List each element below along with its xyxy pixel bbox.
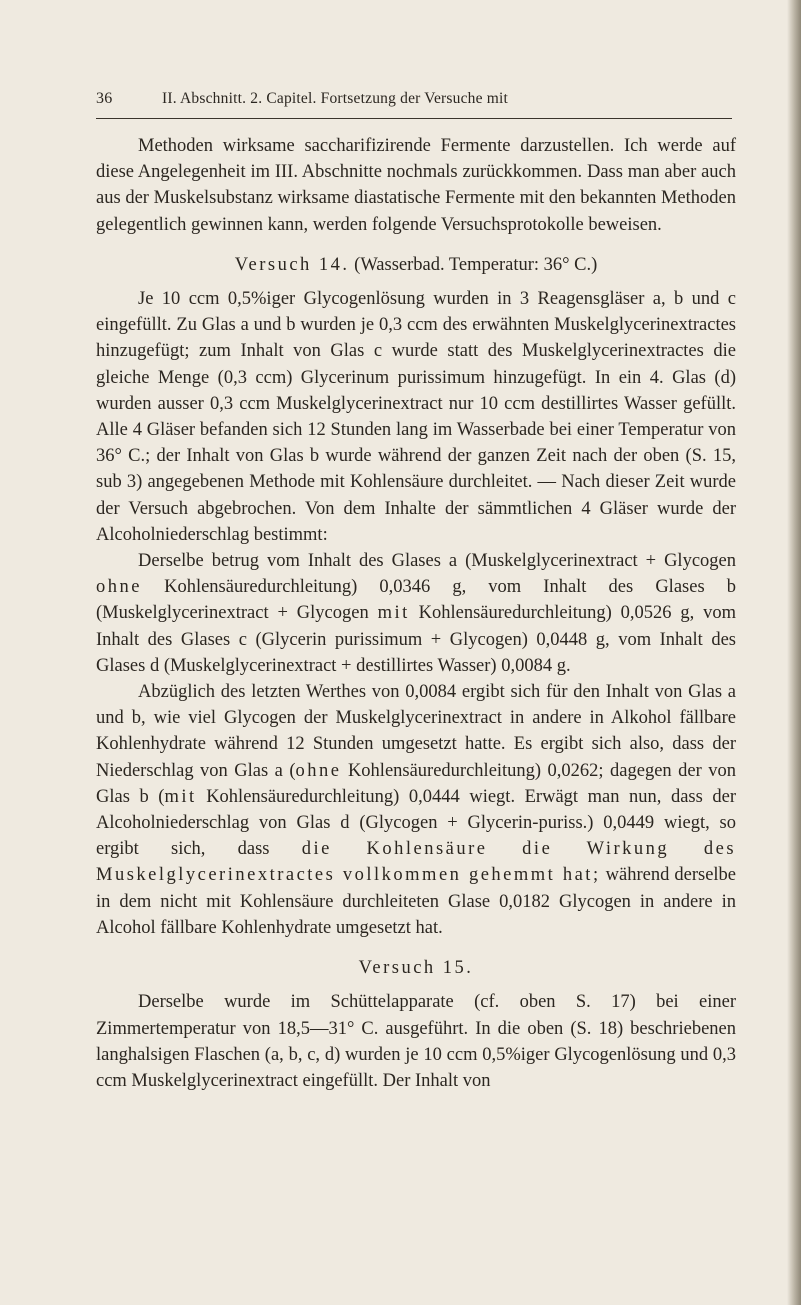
- book-page: [96, 88, 736, 1094]
- paragraph-versuch-14-conclusion: [96, 679, 736, 941]
- header-rule: [96, 118, 732, 119]
- paragraph-intro: Methoden wirksame saccharifizirende Fermente darzustellen. Ich werde auf diese Angelegenheit im III. Abschnitte nochmals zurückkommen. Dass man aber auch aus der Muskelsubstanz wirksame diastatische Fermente mit den bekannten Methoden gelegentlich gewinnen kann, werden folgende Versuchsprotokolle beweisen.: [96, 136, 736, 235]
- body-text: [96, 133, 736, 1094]
- heading-versuch-15: [96, 955, 736, 981]
- page-number: 36: [96, 90, 113, 107]
- conclusion-text-d: während derselbe in dem nicht mit Kohlensäure durchleiteten Glase 0,0182 Glycogen in andere in Alcohol fällbare Kohlenhydrate umgesetzt hat.: [96, 865, 737, 938]
- heading-versuch-14-conditions: (Wasserbad. Temperatur: 36° C.): [354, 254, 598, 275]
- paragraph-versuch-14-results: [96, 548, 736, 679]
- paragraph-versuch-15: Derselbe wurde im Schüttelapparate (cf. oben S. 17) bei einer Zimmertemperatur von 18,5—31° C. ausgeführt. In die oben (S. 18) beschriebenen langhalsigen Flaschen (a, b, c, d) wurden je 10 ccm 0,5%iger Glycogenlösung und 0,3 ccm Muskelglycerinextract eingefüllt. Der Inhalt von: [96, 992, 736, 1091]
- results-text-b: Kohlensäuredurchleitung) 0,0346 g, vom Inhalt des Glases b (Muskelglycerinextract + Glycogen: [96, 577, 736, 624]
- results-text-a: Derselbe betrug vom Inhalt des Glases a (Muskelglycerinextract + Glycogen: [138, 551, 736, 572]
- results-mit: mit: [377, 603, 410, 624]
- conclusion-text-b: Kohlensäuredurchleitung) 0,0262; dagegen der von Glas b (: [96, 760, 736, 807]
- results-text-c: Kohlensäuredurchleitung) 0,0526 g, vom Inhalt des Glases c (Glycerin purissimum + Glycogen) 0,0448 g, vom Inhalt des Glases d (Muskelglycerinextract + destillirtes Wasser) 0,0084 g.: [96, 603, 737, 676]
- heading-versuch-14-label: Versuch 14.: [234, 254, 350, 275]
- conclusion-spaced-emphasis: die Kohlensäure die Wirkung des Muskelglycerinextractes vollkommen gehemmt hat;: [96, 839, 737, 886]
- heading-versuch-15-label: Versuch 15.: [358, 958, 474, 979]
- page-edge-shadow: [787, 0, 801, 1305]
- conclusion-text-a: Abzüglich des letzten Werthes von 0,0084 ergibt sich für den Inhalt von Glas a und b, wie viel Glycogen der Muskelglycerinextract in andere in Alkohol fällbare Kohlenhydrate während 12 Stunden umgesetzt hatte. Es ergibt sich also, dass der Niederschlag von Glas a (: [96, 682, 736, 781]
- heading-versuch-14: [96, 252, 736, 278]
- conclusion-text-c: Kohlensäuredurchleitung) 0,0444 wiegt. Erwägt man nun, dass der Alcoholniederschlag von Glas d (Glycogen + Glycerin-puriss.) 0,0449 wiegt, so ergibt sich, dass: [96, 786, 737, 860]
- running-title: II. Abschnitt. 2. Capitel. Fortsetzung der Versuche mit: [162, 90, 509, 107]
- results-ohne: ohne: [96, 577, 142, 598]
- running-header: [96, 88, 736, 114]
- conclusion-mit: mit: [164, 786, 197, 807]
- conclusion-ohne: ohne: [295, 760, 342, 781]
- paragraph-versuch-14-setup: Je 10 ccm 0,5%iger Glycogenlösung wurden in 3 Reagensgläser a, b und c eingefüllt. Zu Glas a und b wurden je 0,3 ccm des erwähnten Muskelglycerinextractes hinzugefügt; zum Inhalt von Glas c wurde statt des Muskelglycerinextractes die gleiche Menge (0,3 ccm) Glycerinum purissimum hinzugefügt. In ein 4. Glas (d) wurden ausser 0,3 ccm Muskelglycerinextract nur 10 ccm destillirtes Wasser gefüllt. Alle 4 Gläser befanden sich 12 Stunden lang im Wasserbade bei einer Temperatur von 36° C.; der Inhalt von Glas b wurde während der ganzen Zeit nach der oben (S. 15, sub 3) angegebenen Methode mit Kohlensäure durchleitet. — Nach dieser Zeit wurde der Versuch abgebrochen. Von dem Inhalte der sämmtlichen 4 Gläser wurde der Alcoholniederschlag bestimmt:: [96, 289, 736, 545]
